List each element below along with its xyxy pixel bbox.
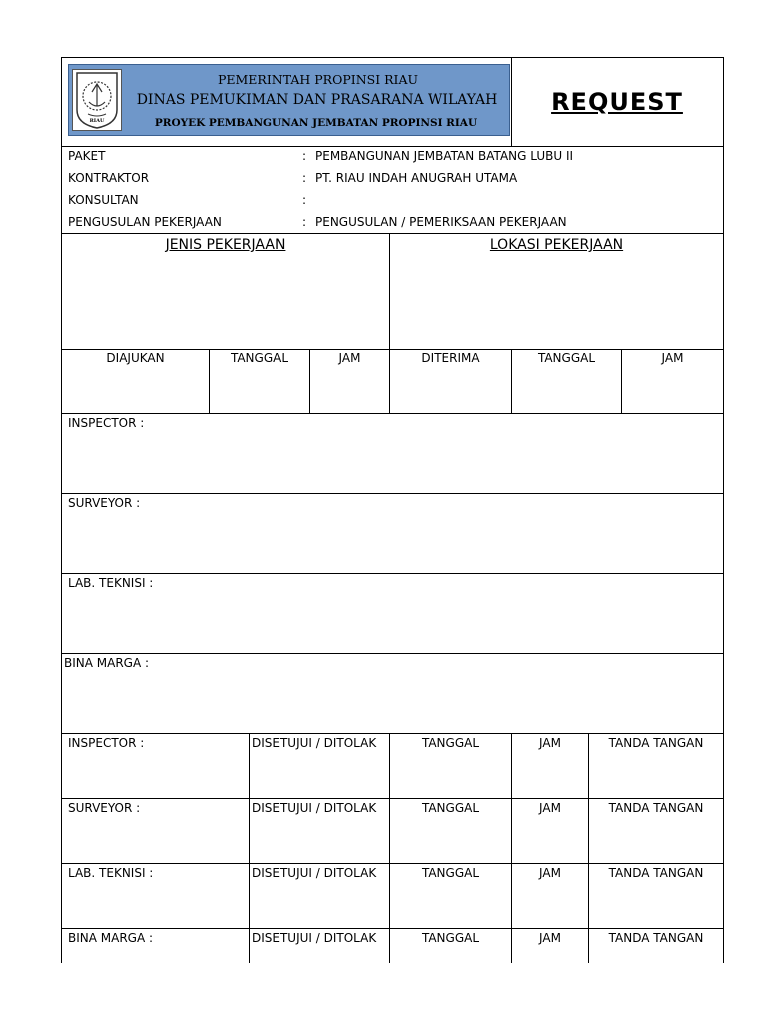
submitted-header: DIAJUKAN <box>106 351 165 365</box>
request-form <box>61 57 724 963</box>
approval-role: INSPECTOR : <box>68 736 145 750</box>
agency-banner <box>68 64 510 136</box>
remark-bina-marga: BINA MARGA : <box>64 656 150 670</box>
approval-date: TANGGAL <box>421 866 480 880</box>
info-separator: : <box>302 171 307 185</box>
remark-inspector: INSPECTOR : <box>68 416 145 430</box>
riau-emblem-icon <box>72 69 122 131</box>
approval-role: LAB. TEKNISI : <box>68 866 154 880</box>
approval-decision: DISETUJUI / DITOLAK <box>252 801 377 815</box>
received-time-header: JAM <box>661 351 684 365</box>
info-separator: : <box>302 215 307 229</box>
submitted-time-header: JAM <box>338 351 361 365</box>
work-location-field[interactable] <box>390 256 723 348</box>
received-date-header: TANGGAL <box>537 351 596 365</box>
info-value-kontraktor: PT. RIAU INDAH ANUGRAH UTAMA <box>315 171 518 185</box>
agency-line-3: PROYEK PEMBANGUNAN JEMBATAN PROPINSI RIAU <box>154 117 478 129</box>
work-type-field[interactable] <box>62 256 389 348</box>
approval-decision: DISETUJUI / DITOLAK <box>252 736 377 750</box>
approval-time: JAM <box>539 866 561 880</box>
approval-time: JAM <box>539 801 561 815</box>
logo-text: RIAU <box>89 118 105 124</box>
info-value-pengusulan: PENGUSULAN / PEMERIKSAAN PEKERJAAN <box>315 215 567 229</box>
work-type-heading: JENIS PEKERJAAN <box>165 237 286 253</box>
document-title: REQUEST <box>551 88 683 116</box>
approval-signature: TANDA TANGAN <box>608 736 704 750</box>
info-label-pengusulan: PENGUSULAN PEKERJAAN <box>68 215 222 229</box>
info-separator: : <box>302 149 307 163</box>
received-header: DITERIMA <box>421 351 480 365</box>
remark-lab-teknisi: LAB. TEKNISI : <box>68 576 154 590</box>
info-value-paket: PEMBANGUNAN JEMBATAN BATANG LUBU II <box>315 149 574 163</box>
info-separator: : <box>302 193 307 207</box>
approval-time: JAM <box>539 931 561 945</box>
info-label-paket: PAKET <box>68 149 106 163</box>
approval-decision: DISETUJUI / DITOLAK <box>252 866 377 880</box>
submitted-date-header: TANGGAL <box>230 351 289 365</box>
approval-signature: TANDA TANGAN <box>608 801 704 815</box>
work-location-heading: LOKASI PEKERJAAN <box>489 237 624 253</box>
info-label-konsultan: KONSULTAN <box>68 193 139 207</box>
approval-signature: TANDA TANGAN <box>608 931 704 945</box>
remark-surveyor: SURVEYOR : <box>68 496 141 510</box>
approval-role: BINA MARGA : <box>68 931 154 945</box>
agency-line-1: PEMERINTAH PROPINSI RIAU <box>217 72 419 87</box>
approval-date: TANGGAL <box>421 736 480 750</box>
approval-role: SURVEYOR : <box>68 801 141 815</box>
approval-date: TANGGAL <box>421 801 480 815</box>
approval-date: TANGGAL <box>421 931 480 945</box>
approval-signature: TANDA TANGAN <box>608 866 704 880</box>
info-label-kontraktor: KONTRAKTOR <box>68 171 150 185</box>
approval-decision: DISETUJUI / DITOLAK <box>252 931 377 945</box>
approval-time: JAM <box>539 736 561 750</box>
agency-line-2: DINAS PEMUKIMAN DAN PRASARANA WILAYAH <box>136 92 498 108</box>
